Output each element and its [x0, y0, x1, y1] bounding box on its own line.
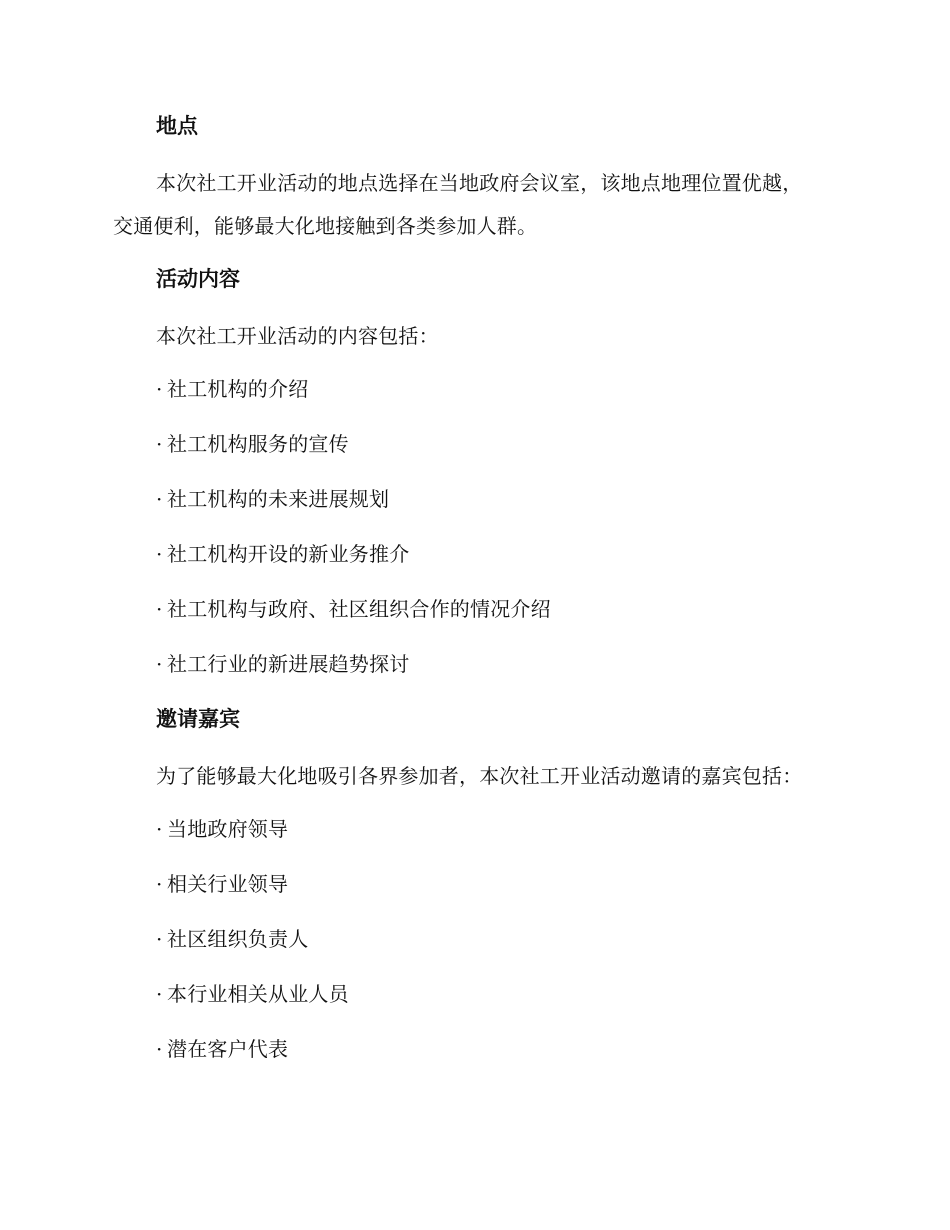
bullet-dot: · — [156, 1037, 163, 1061]
bullet-dot: · — [156, 982, 163, 1006]
activity-content-intro: 本次社工开业活动的内容包括： — [156, 324, 439, 348]
list-item-text: 社工行业的新进展趋势探讨 — [167, 652, 410, 676]
list-item-text: 社工机构的未来进展规划 — [167, 487, 390, 511]
list-item — [113, 1031, 813, 1067]
list-item-text: 当地政府领导 — [167, 817, 289, 841]
bullet-dot: · — [156, 927, 163, 951]
bullet-dot: · — [156, 817, 163, 841]
list-item — [113, 536, 813, 572]
list-item-text: 本行业相关从业人员 — [167, 982, 349, 1006]
list-item-text: 社区组织负责人 — [167, 927, 309, 951]
bullet-dot: · — [156, 377, 163, 401]
bullet-dot: · — [156, 872, 163, 896]
list-item — [113, 481, 813, 517]
bullet-dot: · — [156, 432, 163, 456]
list-item — [113, 591, 813, 627]
list-item — [113, 646, 813, 682]
bullet-dot: · — [156, 542, 163, 566]
document-content — [113, 108, 813, 1086]
bullet-dot: · — [156, 652, 163, 676]
list-item — [113, 866, 813, 902]
section-heading-invited-guests: 邀请嘉宾 — [156, 707, 240, 731]
location-paragraph: 本次社工开业活动的地点选择在当地政府会议室，该地点地理位置优越，交通便利，能够最大化地接触到各类参加人群。 — [113, 171, 803, 238]
list-item — [113, 371, 813, 407]
invited-guests-intro: 为了能够最大化地吸引各界参加者，本次社工开业活动邀请的嘉宾包括： — [156, 764, 803, 788]
bullet-dot: · — [156, 487, 163, 511]
list-item — [113, 426, 813, 462]
section-heading-location: 地点 — [156, 114, 198, 138]
bullet-dot: · — [156, 597, 163, 621]
list-item — [113, 921, 813, 957]
list-item — [113, 811, 813, 847]
list-item-text: 潜在客户代表 — [167, 1037, 289, 1061]
list-item-text: 社工机构与政府、社区组织合作的情况介绍 — [167, 597, 551, 621]
list-item-text: 社工机构服务的宣传 — [167, 432, 349, 456]
list-item-text: 社工机构开设的新业务推介 — [167, 542, 410, 566]
list-item-text: 社工机构的介绍 — [167, 377, 309, 401]
list-item — [113, 976, 813, 1012]
section-heading-activity-content: 活动内容 — [156, 267, 240, 291]
list-item-text: 相关行业领导 — [167, 872, 289, 896]
